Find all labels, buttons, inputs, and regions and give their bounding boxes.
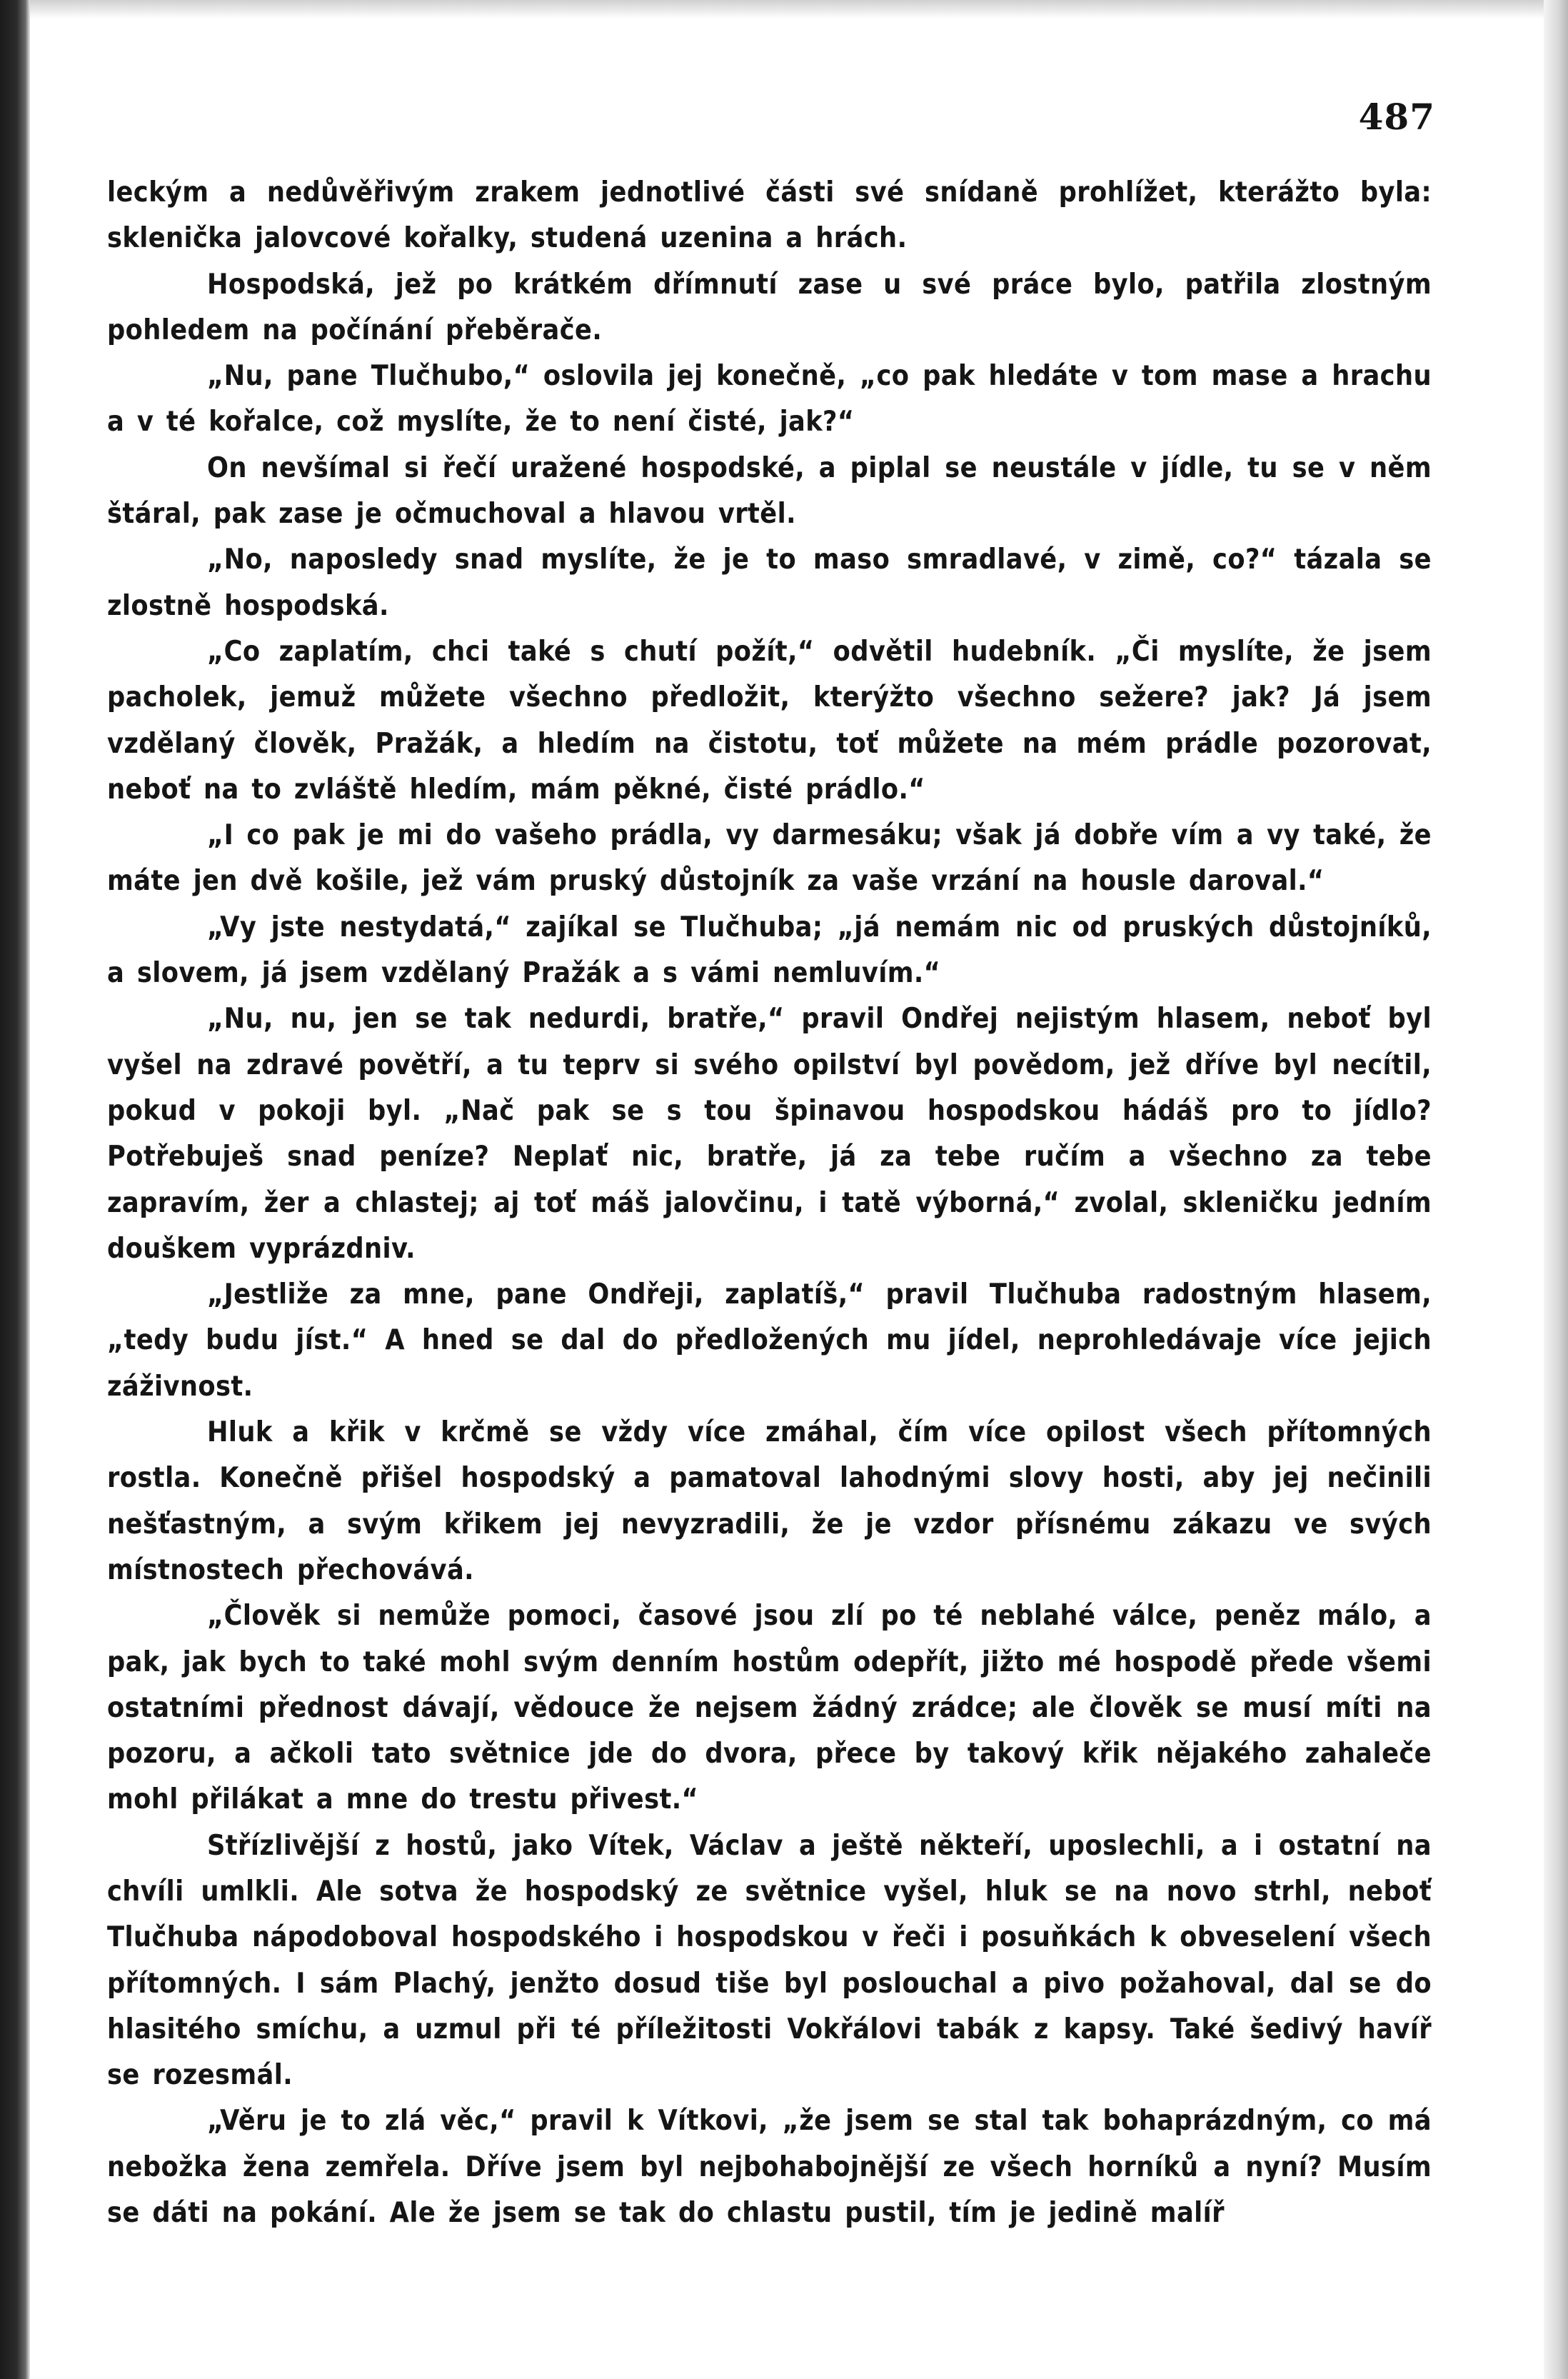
- paragraph: „Vy jste nestydatá,“ zajíkal se Tlučhuba; „já nemám nic od pruských důstojníků, a slovem, já jsem vzdělaný Pražák a s vámi nemluvím.“: [107, 911, 1432, 990]
- paragraph: leckým a nedůvěřivým zrakem jednotlivé části své snídaně prohlížet, kterážto byla: sklenička jalovcové kořalky, studená uzenina a hrách.: [107, 176, 1432, 255]
- paragraph: „Člověk si nemůže pomoci, časové jsou zlí po té neblahé válce, peněz málo, a pak, jak bych to také mohl svým denním hostům odepřít, jižto mé hospodě přede všemi ostatními přednost dávají, vědouce že nejsem žádný zrádce; ale člověk se musí míti na pozoru, a ačkoli tato světnice jde do dvora, přece by takový křik nějakého zahaleče mohl přilákat a mne do trestu přivest.“: [107, 1600, 1432, 1816]
- paragraph: „Nu, pane Tlučhubo,“ oslovila jej konečně, „co pak hledáte v tom mase a hrachu a v té kořalce, což myslíte, že to není čisté, jak?“: [107, 360, 1432, 439]
- paragraph: „I co pak je mi do vašeho prádla, vy darmesáku; však já dobře vím a vy také, že máte jen dvě košile, jež vám pruský důstojník za vaše vrzání na housle daroval.“: [107, 819, 1432, 898]
- scan-edge-right: [1544, 0, 1568, 2379]
- scan-edge-left: [0, 0, 30, 2379]
- paragraph: Střízlivější z hostů, jako Vítek, Václav a ještě někteří, uposlechli, a i ostatní na chvíli umlkli. Ale sotva že hospodský ze světnice vyšel, hluk se na novo strhl, neboť Tlučhuba nápodoboval hospodského i hospodskou v řeči i posuňkách k obveselení všech přítomných. I sám Plachý, jenžto dosud tiše byl poslouchal a pivo požahoval, dal se do hlasitého smíchu, a uzmul při té příležitosti Vokřálovi tabák z kapsy. Také šedivý havíř se rozesmál.: [107, 1829, 1432, 2092]
- body-text: [107, 170, 1432, 2236]
- paragraph: „Jestliže za mne, pane Ondřeji, zaplatíš,“ pravil Tlučhuba radostným hlasem, „tedy budu jíst.“ A hned se dal do předložených mu jídel, neprohledávaje více jejich záživnost.: [107, 1278, 1432, 1403]
- paragraph: „Věru je to zlá věc,“ pravil k Vítkovi, „že jsem se stal tak bohaprázdným, co má nebožka žena zemřela. Dříve jsem byl nejbohabojnější ze všech horníků a nyní? Musím se dáti na pokání. Ale že jsem se tak do chlastu pustil, tím je jedině malíř: [107, 2105, 1432, 2230]
- paragraph: „Co zaplatím, chci také s chutí požít,“ odvětil hudebník. „Či myslíte, že jsem pacholek, jemuž můžete všechno předložit, kterýžto všechno sežere? jak? Já jsem vzdělaný člověk, Pražák, a hledím na čistotu, toť můžete na mém prádle pozorovat, neboť na to zvláště hledím, mám pěkné, čisté prádlo.“: [107, 635, 1432, 806]
- paragraph: Hluk a křik v krčmě se vždy více zmáhal, čím více opilost všech přítomných rostla. Konečně přišel hospodský a pamatoval lahodnými slovy hosti, aby jej nečinili nešťastným, a svým křikem jej nevyzradili, že je vzdor přísnému zákazu ve svých místnostech přechovává.: [107, 1416, 1432, 1586]
- paragraph: „Nu, nu, jen se tak nedurdi, bratře,“ pravil Ondřej nejistým hlasem, neboť byl vyšel na zdravé povětří, a tu teprv si svého opilství byl povědom, jež dříve byl necítil, pokud v pokoji byl. „Nač pak se s tou špinavou hospodskou hádáš pro to jídlo? Potřebuješ snad peníze? Neplať nic, bratře, já za tebe ručím a všechno za tebe zapravím, žer a chlastej; aj toť máš jalovčinu, i tatě výborná,“ zvolal, skleničku jedním douškem vyprázdniv.: [107, 1003, 1432, 1265]
- book-page: [107, 86, 1435, 2335]
- page-number: 487: [1358, 96, 1435, 138]
- paragraph: On nevšímal si řečí uražené hospodské, a piplal se neustále v jídle, tu se v něm štáral, pak zase je očmuchoval a hlavou vrtěl.: [107, 451, 1432, 531]
- paragraph: Hospodská, jež po krátkém dřímnutí zase u své práce bylo, patřila zlostným pohledem na počínání přeběrače.: [107, 268, 1432, 346]
- paragraph: „No, naposledy snad myslíte, že je to maso smradlavé, v zimě, co?“ tázala se zlostně hospodská.: [107, 544, 1432, 622]
- scan-edge-top: [30, 0, 1544, 19]
